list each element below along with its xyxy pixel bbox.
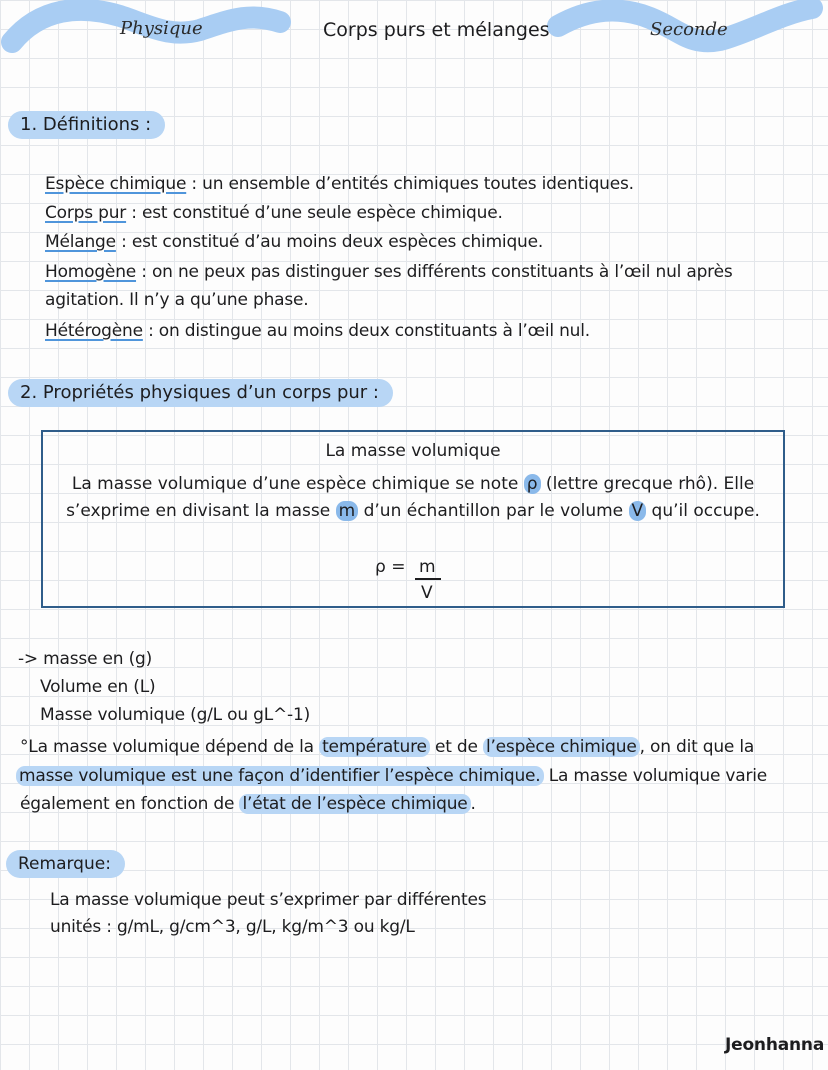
- level-label: Seconde: [650, 19, 728, 40]
- definition-text: : on ne peux pas distinguer ses différents constituants à l’œil nul après: [136, 262, 733, 282]
- section-title-properties: 2. Propriétés physiques d’un corps pur :: [8, 379, 393, 407]
- fraction-bar: [415, 578, 441, 580]
- density-definition-box: [41, 430, 785, 608]
- para-text: °La masse volumique dépend de la: [20, 737, 320, 757]
- formula-numerator: m: [419, 557, 436, 577]
- paragraph-line: [20, 793, 476, 815]
- definition-text: : est constitué d’au moins deux espèces chimique.: [115, 232, 544, 252]
- definition-line: [45, 320, 590, 342]
- unit-line: Volume en (L): [40, 677, 156, 697]
- definition-term: Mélange: [45, 232, 116, 252]
- box-text: s’exprime en divisant la masse: [66, 501, 336, 521]
- formula-denominator: V: [421, 583, 433, 603]
- definition-line: [45, 173, 634, 195]
- para-text: , on dit que la: [639, 737, 755, 757]
- definition-line: [45, 289, 308, 311]
- definition-term: Hétérogène: [45, 321, 143, 341]
- para-text: et de: [429, 737, 483, 757]
- definition-text: : on distingue au moins deux constituants à l’œil nul.: [142, 321, 590, 341]
- formula-left: ρ =: [375, 557, 406, 577]
- box-title: La masse volumique: [325, 441, 501, 461]
- remark-title: Remarque:: [6, 850, 125, 878]
- remark-line: La masse volumique peut s’exprimer par différentes: [50, 890, 487, 910]
- box-text: (lettre grecque rhô). Elle: [540, 474, 755, 494]
- box-text: d’un échantillon par le volume: [358, 501, 629, 521]
- highlight-temperature: température: [319, 737, 430, 757]
- box-text: qu’il occupe.: [646, 501, 760, 521]
- definition-text: : un ensemble d’entités chimiques toutes identiques.: [186, 174, 634, 194]
- paragraph-line: [20, 736, 754, 758]
- author-signature: Jeonhanna: [725, 1035, 825, 1055]
- para-text: .: [470, 794, 476, 814]
- box-text: La masse volumique d’une espèce chimique se note: [71, 474, 524, 494]
- rho-symbol: ρ: [524, 474, 541, 494]
- definition-line: [45, 231, 543, 253]
- mass-symbol: m: [336, 501, 359, 521]
- definition-line: [45, 202, 503, 224]
- unit-line: -> masse en (g): [18, 649, 153, 669]
- box-line-1: [43, 473, 783, 495]
- para-text: également en fonction de: [20, 794, 240, 814]
- definition-term: Espèce chimique: [45, 174, 187, 194]
- para-text: La masse volumique varie: [543, 766, 768, 786]
- highlight-identify: masse volumique est une façon d’identifier l’espèce chimique.: [16, 766, 544, 786]
- definition-text: : est constitué d’une seule espèce chimique.: [126, 203, 503, 223]
- definition-term: Corps pur: [45, 203, 127, 223]
- highlight-species: l’espèce chimique: [483, 737, 640, 757]
- box-line-2: [43, 500, 783, 522]
- definition-term: Homogène: [45, 262, 137, 282]
- page-title: Corps purs et mélanges: [323, 19, 550, 41]
- paragraph-line: [16, 765, 767, 787]
- highlight-state: l’état de l’espèce chimique: [239, 794, 470, 814]
- section-title-definitions: 1. Définitions :: [8, 111, 165, 139]
- unit-line: Masse volumique (g/L ou gL^-1): [40, 705, 311, 725]
- definition-text: agitation. Il n’y a qu’une phase.: [45, 290, 309, 310]
- volume-symbol: V: [629, 501, 647, 521]
- definition-line: [45, 261, 733, 283]
- remark-line: unités : g/mL, g/cm^3, g/L, kg/m^3 ou kg/L: [50, 917, 415, 937]
- subject-label: Physique: [120, 18, 203, 39]
